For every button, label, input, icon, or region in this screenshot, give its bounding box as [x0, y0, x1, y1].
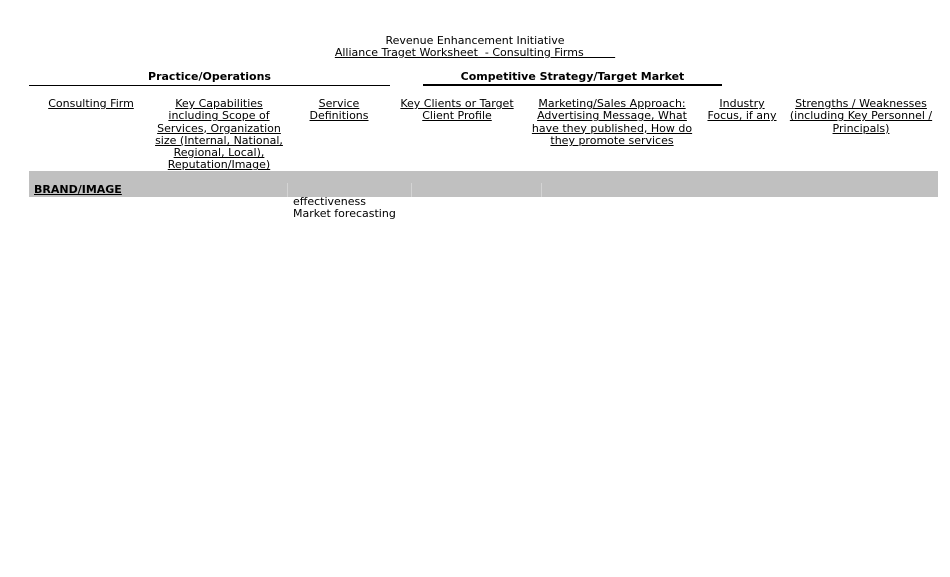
service-definition-line: effectiveness: [293, 195, 367, 208]
column-header-marketing-sales: Marketing/Sales Approach: Advertising Message, What have they published, How do they promote services: [531, 97, 693, 147]
column-header-consulting-firm: Consulting Firm: [48, 97, 134, 110]
group-practice-operations: Practice/Operations: [148, 70, 271, 83]
section-label-brand-image: BRAND/IMAGE: [34, 183, 122, 196]
cell-divider: [287, 183, 288, 197]
group-competitive-rule: [423, 84, 722, 86]
worksheet-subtitle: Alliance Traget Worksheet - Consulting Firms: [334, 46, 616, 59]
cell-divider: [411, 183, 412, 197]
column-header-key-clients: Key Clients or Target Client Profile: [400, 97, 514, 123]
worksheet-title: Revenue Enhancement Initiative: [385, 34, 565, 47]
service-definition-line: Market forecasting: [293, 207, 396, 220]
column-header-key-capabilities: Key Capabilities including Scope of Services, Organization size (Internal, National, Regional, Local), Reputation/Image): [155, 97, 283, 172]
cell-divider: [541, 183, 542, 197]
group-practice-rule: [29, 85, 390, 86]
section-row-brand-image: [29, 183, 938, 197]
group-competitive-strategy: Competitive Strategy/Target Market: [460, 70, 685, 83]
column-header-industry-focus: Industry Focus, if any: [707, 97, 777, 123]
column-header-service-definitions: Service Definitions: [309, 97, 369, 123]
header-separator-band: [29, 171, 938, 183]
column-header-strengths-weaknesses: Strengths / Weaknesses (including Key Personnel / Principals): [789, 97, 933, 135]
